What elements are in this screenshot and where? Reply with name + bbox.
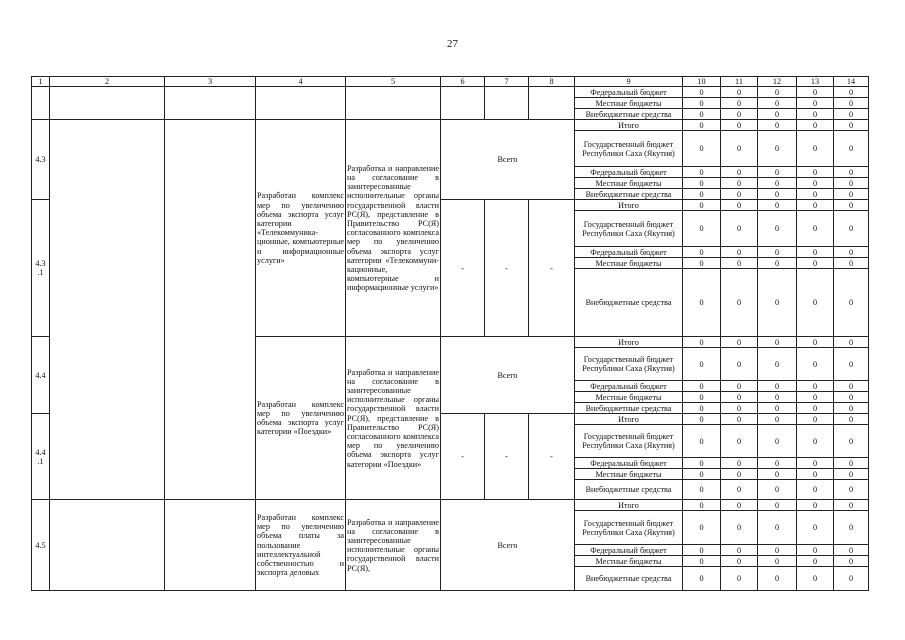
value-cell: 0 [797, 109, 834, 120]
header-cell: 1 [32, 77, 50, 87]
funding-source: Внебюджетные средства [575, 189, 683, 200]
value-cell: 0 [834, 381, 869, 392]
funding-source: Федеральный бюджет [575, 167, 683, 178]
value-cell: 0 [683, 200, 721, 211]
funding-source: Федеральный бюджет [575, 458, 683, 469]
value-cell: 0 [834, 109, 869, 120]
value-cell: 0 [758, 469, 797, 480]
value-cell: 0 [797, 87, 834, 98]
funding-source: Федеральный бюджет [575, 87, 683, 98]
value-cell: 0 [721, 403, 758, 414]
value-cell: 0 [721, 258, 758, 269]
value-cell: 0 [797, 425, 834, 458]
funding-source: Итого [575, 337, 683, 348]
cont-num-cell [32, 87, 50, 120]
cont-cell [165, 87, 256, 120]
value-cell: 0 [721, 392, 758, 403]
value-cell: 0 [758, 178, 797, 189]
funding-source: Внебюджетные средства [575, 567, 683, 591]
value-cell: 0 [834, 480, 869, 500]
row-number: 4.5 [32, 500, 50, 591]
value-cell: 0 [683, 109, 721, 120]
value-cell: 0 [758, 425, 797, 458]
program-table [31, 76, 869, 591]
value-cell: 0 [683, 178, 721, 189]
header-cell: 13 [797, 77, 834, 87]
funding-source: Итого [575, 500, 683, 511]
value-cell: 0 [721, 414, 758, 425]
value-cell: 0 [758, 414, 797, 425]
value-cell: 0 [758, 458, 797, 469]
value-cell: 0 [683, 469, 721, 480]
funding-source: Федеральный бюджет [575, 247, 683, 258]
value-cell: 0 [797, 511, 834, 545]
value-cell: 0 [758, 167, 797, 178]
value-cell: 0 [758, 403, 797, 414]
row-number: 4.3 .1 [32, 200, 50, 337]
value-cell: 0 [834, 269, 869, 337]
value-cell: 0 [721, 98, 758, 109]
value-cell: 0 [797, 200, 834, 211]
dash-cell: - [529, 200, 575, 337]
row-number: 4.4 .1 [32, 414, 50, 500]
value-cell: 0 [721, 247, 758, 258]
value-cell: 0 [834, 511, 869, 545]
header-cell: 6 [441, 77, 485, 87]
value-cell: 0 [758, 567, 797, 591]
header-cell: 12 [758, 77, 797, 87]
value-cell: 0 [683, 480, 721, 500]
header-cell: 10 [683, 77, 721, 87]
value-cell: 0 [683, 120, 721, 131]
funding-source: Местные бюджеты [575, 469, 683, 480]
value-cell: 0 [683, 98, 721, 109]
funding-source: Местные бюджеты [575, 392, 683, 403]
value-cell: 0 [834, 167, 869, 178]
funding-source: Итого [575, 120, 683, 131]
value-cell: 0 [797, 403, 834, 414]
funding-source: Федеральный бюджет [575, 545, 683, 556]
value-cell: 0 [834, 337, 869, 348]
value-cell: 0 [758, 131, 797, 167]
measure-description: Разработан комплекс мер по увеличению объема экспорта услуг категории «Поездки» [256, 337, 346, 500]
funding-source: Государственный бюджет Республики Саха (Якутия) [575, 425, 683, 458]
header-cell: 14 [834, 77, 869, 87]
funding-source: Местные бюджеты [575, 556, 683, 567]
value-cell: 0 [758, 545, 797, 556]
empty-cell [50, 120, 165, 500]
funding-source: Местные бюджеты [575, 258, 683, 269]
value-cell: 0 [758, 337, 797, 348]
value-cell: 0 [834, 545, 869, 556]
total-label: Всего [441, 500, 575, 591]
funding-source: Внебюджетные средства [575, 403, 683, 414]
value-cell: 0 [834, 403, 869, 414]
value-cell: 0 [797, 458, 834, 469]
value-cell: 0 [721, 480, 758, 500]
value-cell: 0 [721, 337, 758, 348]
value-cell: 0 [834, 469, 869, 480]
value-cell: 0 [683, 269, 721, 337]
funding-source: Итого [575, 200, 683, 211]
dash-cell: - [485, 414, 529, 500]
cont-cell [441, 87, 485, 120]
value-cell: 0 [758, 269, 797, 337]
value-cell: 0 [721, 269, 758, 337]
funding-source: Внебюджетные средства [575, 109, 683, 120]
value-cell: 0 [683, 211, 721, 247]
value-cell: 0 [797, 247, 834, 258]
value-cell: 0 [834, 131, 869, 167]
funding-source: Местные бюджеты [575, 178, 683, 189]
value-cell: 0 [721, 131, 758, 167]
value-cell: 0 [758, 211, 797, 247]
value-cell: 0 [797, 348, 834, 381]
value-cell: 0 [834, 556, 869, 567]
value-cell: 0 [683, 458, 721, 469]
value-cell: 0 [683, 425, 721, 458]
value-cell: 0 [797, 178, 834, 189]
header-cell: 4 [256, 77, 346, 87]
value-cell: 0 [834, 425, 869, 458]
value-cell: 0 [758, 556, 797, 567]
value-cell: 0 [758, 511, 797, 545]
funding-source: Местные бюджеты [575, 98, 683, 109]
table-row [32, 500, 869, 511]
value-cell: 0 [683, 511, 721, 545]
header-cell: 3 [165, 77, 256, 87]
dash-cell: - [441, 414, 485, 500]
value-cell: 0 [797, 189, 834, 200]
header-cell: 7 [485, 77, 529, 87]
page-number: 27 [447, 38, 458, 50]
total-label: Всего [441, 120, 575, 200]
value-cell: 0 [834, 567, 869, 591]
empty-cell [165, 500, 256, 591]
value-cell: 0 [721, 381, 758, 392]
value-cell: 0 [683, 567, 721, 591]
cont-cell [529, 87, 575, 120]
funding-source: Итого [575, 414, 683, 425]
value-cell: 0 [797, 469, 834, 480]
value-cell: 0 [797, 545, 834, 556]
value-cell: 0 [721, 167, 758, 178]
value-cell: 0 [721, 211, 758, 247]
value-cell: 0 [683, 189, 721, 200]
value-cell: 0 [834, 120, 869, 131]
funding-source: Внебюджетные средства [575, 269, 683, 337]
value-cell: 0 [721, 556, 758, 567]
funding-source: Государственный бюджет Республики Саха (Якутия) [575, 131, 683, 167]
value-cell: 0 [834, 211, 869, 247]
event-description: Разработка и направление на согласование в заинтересованные исполнительные органы государственной власти РС(Я), представление в Правительство РС(Я) согласованного комплекса мер по увеличению объема экспорта услуг категории «Телекоммуни-кационные, компьютерные и информационные услуги» [346, 120, 441, 337]
value-cell: 0 [683, 414, 721, 425]
value-cell: 0 [834, 500, 869, 511]
value-cell: 0 [758, 120, 797, 131]
value-cell: 0 [797, 500, 834, 511]
value-cell: 0 [683, 381, 721, 392]
value-cell: 0 [797, 120, 834, 131]
measure-description: Разработан комплекс мер по увеличению объема платы за пользование интеллектуальной собственностью и экспорта деловых [256, 500, 346, 591]
value-cell: 0 [683, 131, 721, 167]
dash-cell: - [485, 200, 529, 337]
value-cell: 0 [834, 189, 869, 200]
value-cell: 0 [721, 458, 758, 469]
header-row [32, 77, 869, 87]
value-cell: 0 [758, 258, 797, 269]
measure-description: Разработан комплекс мер по увеличению объема экспорта услуг категории «Телекоммуника-ционные, компьютерные и информационные услуги» [256, 120, 346, 337]
value-cell: 0 [721, 178, 758, 189]
header-cell: 2 [50, 77, 165, 87]
value-cell: 0 [797, 269, 834, 337]
value-cell: 0 [721, 425, 758, 458]
value-cell: 0 [797, 414, 834, 425]
value-cell: 0 [758, 500, 797, 511]
empty-cell [165, 120, 256, 500]
value-cell: 0 [683, 247, 721, 258]
value-cell: 0 [721, 567, 758, 591]
value-cell: 0 [834, 392, 869, 403]
value-cell: 0 [758, 200, 797, 211]
value-cell: 0 [721, 545, 758, 556]
total-label: Всего [441, 337, 575, 414]
cont-cell [50, 87, 165, 120]
value-cell: 0 [797, 337, 834, 348]
value-cell: 0 [758, 392, 797, 403]
value-cell: 0 [834, 458, 869, 469]
value-cell: 0 [797, 480, 834, 500]
value-cell: 0 [758, 480, 797, 500]
header-cell: 5 [346, 77, 441, 87]
cont-cell [485, 87, 529, 120]
value-cell: 0 [758, 109, 797, 120]
header-cell: 9 [575, 77, 683, 87]
value-cell: 0 [683, 556, 721, 567]
value-cell: 0 [721, 109, 758, 120]
value-cell: 0 [721, 200, 758, 211]
funding-source: Государственный бюджет Республики Саха (Якутия) [575, 348, 683, 381]
funding-source: Государственный бюджет Республики Саха (Якутия) [575, 511, 683, 545]
value-cell: 0 [797, 258, 834, 269]
value-cell: 0 [721, 189, 758, 200]
value-cell: 0 [797, 392, 834, 403]
value-cell: 0 [683, 392, 721, 403]
value-cell: 0 [721, 120, 758, 131]
empty-cell [50, 500, 165, 591]
table-row [32, 120, 869, 131]
value-cell: 0 [797, 98, 834, 109]
value-cell: 0 [834, 258, 869, 269]
value-cell: 0 [834, 348, 869, 381]
header-cell: 11 [721, 77, 758, 87]
value-cell: 0 [834, 200, 869, 211]
table-row [32, 87, 869, 98]
value-cell: 0 [683, 258, 721, 269]
value-cell: 0 [834, 87, 869, 98]
value-cell: 0 [758, 381, 797, 392]
value-cell: 0 [797, 556, 834, 567]
value-cell: 0 [758, 247, 797, 258]
value-cell: 0 [721, 348, 758, 381]
value-cell: 0 [683, 337, 721, 348]
value-cell: 0 [797, 381, 834, 392]
value-cell: 0 [721, 500, 758, 511]
value-cell: 0 [834, 414, 869, 425]
value-cell: 0 [758, 87, 797, 98]
dash-cell: - [441, 200, 485, 337]
dash-cell: - [529, 414, 575, 500]
value-cell: 0 [683, 87, 721, 98]
cont-cell [346, 87, 441, 120]
cont-cell [256, 87, 346, 120]
value-cell: 0 [758, 189, 797, 200]
value-cell: 0 [834, 178, 869, 189]
value-cell: 0 [721, 511, 758, 545]
value-cell: 0 [721, 469, 758, 480]
value-cell: 0 [683, 403, 721, 414]
header-cell: 8 [529, 77, 575, 87]
row-number: 4.3 [32, 120, 50, 200]
value-cell: 0 [834, 98, 869, 109]
value-cell: 0 [758, 98, 797, 109]
value-cell: 0 [797, 131, 834, 167]
value-cell: 0 [683, 545, 721, 556]
value-cell: 0 [683, 500, 721, 511]
value-cell: 0 [797, 567, 834, 591]
value-cell: 0 [797, 167, 834, 178]
value-cell: 0 [797, 211, 834, 247]
value-cell: 0 [683, 348, 721, 381]
value-cell: 0 [834, 247, 869, 258]
value-cell: 0 [758, 348, 797, 381]
funding-source: Государственный бюджет Республики Саха (Якутия) [575, 211, 683, 247]
event-description: Разработка и направление на согласование в заинтересованные исполнительные органы государственной власти РС(Я), представление в Правительство РС(Я) согласованного комплекса мер по увеличению объема экспорта услуг категории «Поездки» [346, 337, 441, 500]
value-cell: 0 [683, 167, 721, 178]
funding-source: Федеральный бюджет [575, 381, 683, 392]
funding-source: Внебюджетные средства [575, 480, 683, 500]
value-cell: 0 [721, 87, 758, 98]
event-description: Разработка и направление на согласование в заинтересованные исполнительные органы государственной власти РС(Я), [346, 500, 441, 591]
row-number: 4.4 [32, 337, 50, 414]
